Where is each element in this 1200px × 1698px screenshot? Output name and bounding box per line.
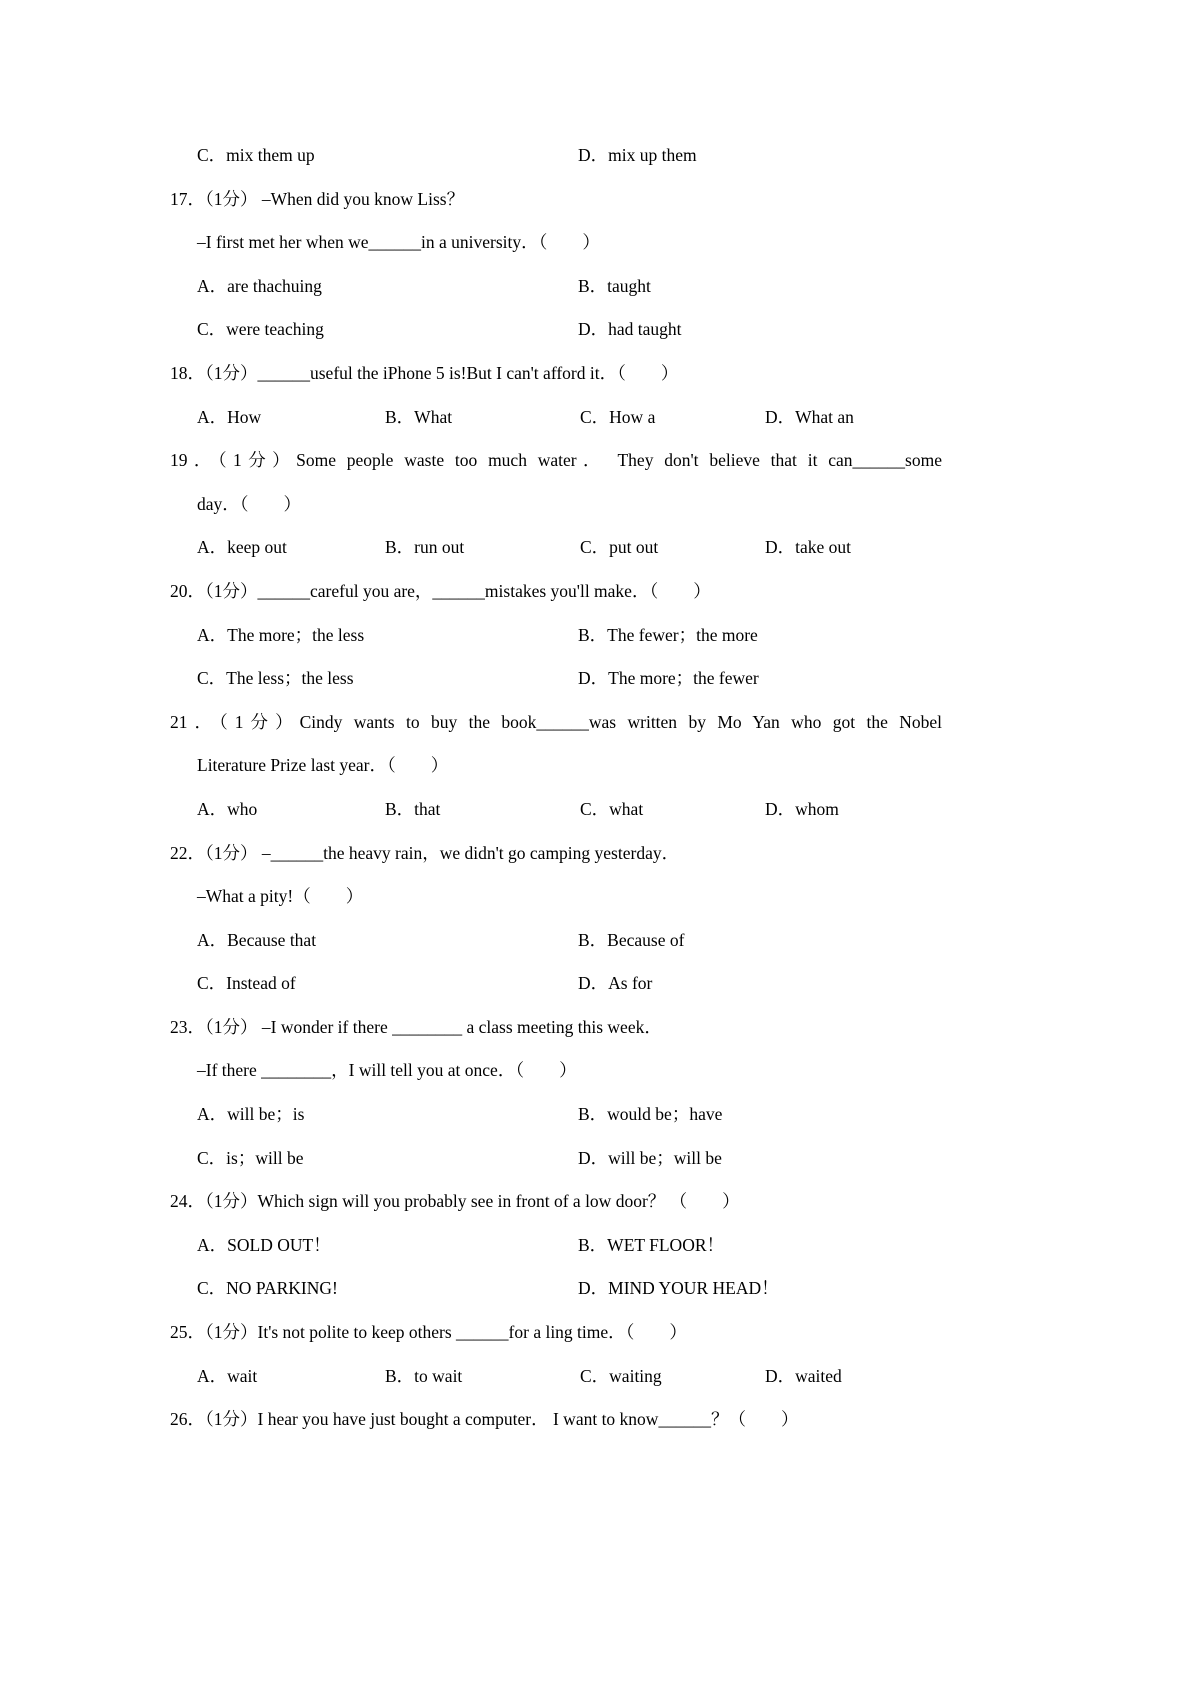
question-stem-continuation: –If there ________，I will tell you at once．（ ）	[197, 1060, 577, 1081]
question	[170, 352, 942, 439]
exam-question-list	[170, 134, 942, 1442]
answer-option: D．The more；the fewer	[578, 668, 759, 689]
answer-option: C．is；will be	[197, 1147, 304, 1168]
options-row	[170, 788, 942, 832]
answer-option: A．SOLD OUT！	[197, 1234, 331, 1255]
question-stem-continuation: day．（ ）	[197, 493, 302, 514]
options-row	[170, 526, 942, 570]
question-stem: 20．（1分）______careful you are，______mistakes you'll make．（ ）	[170, 580, 711, 601]
answer-option: B．The fewer；the more	[578, 624, 758, 645]
answer-option: D．mix up them	[578, 145, 697, 165]
question-stem: 22．（1分） –______the heavy rain，we didn't go camping yesterday．	[170, 842, 680, 863]
answer-option: D．will be；will be	[578, 1147, 722, 1168]
question-stem: 21．（1分）Cindy wants to buy the book______was written by Mo Yan who got the Nobel	[170, 711, 942, 732]
question	[170, 178, 942, 352]
options-row	[170, 1267, 942, 1311]
answer-option: D．take out	[765, 537, 852, 558]
options-row	[170, 1355, 942, 1399]
question-stem-continuation: Literature Prize last year．（ ）	[197, 755, 449, 776]
answer-option: C．were teaching	[197, 319, 324, 340]
answer-option: D．What an	[765, 406, 854, 427]
question-stem-continuation: –What a pity!（ ）	[197, 886, 364, 907]
answer-option: B．What	[385, 406, 453, 427]
options-row	[170, 1093, 942, 1137]
question	[170, 701, 942, 832]
answer-option: B．to wait	[385, 1365, 463, 1386]
answer-option: C．NO PARKING!	[197, 1278, 338, 1299]
question	[170, 570, 942, 701]
question-stem-continuation: –I first met her when we______in a university．（ ）	[197, 232, 600, 253]
answer-option: B．WET FLOOR！	[578, 1234, 724, 1255]
options-row	[170, 1224, 942, 1268]
question	[170, 832, 942, 1006]
answer-option: D．As for	[578, 973, 653, 994]
answer-option: A．keep out	[197, 537, 287, 558]
question-stem: 25．（1分）It's not polite to keep others ______for a ling time．（ ）	[170, 1322, 687, 1343]
question	[170, 1311, 942, 1398]
answer-option: A．are thachuing	[197, 275, 322, 296]
question-stem: 18．（1分）______useful the iPhone 5 is!But I can't afford it．（ ）	[170, 362, 679, 383]
answer-option: D．waited	[765, 1365, 842, 1386]
answer-option: D．whom	[765, 798, 839, 819]
question-stem: 26．（1分）I hear you have just bought a computer． I want to know______？（ ）	[170, 1409, 799, 1430]
answer-option: B．would be；have	[578, 1104, 723, 1125]
answer-option: A．The more；the less	[197, 624, 365, 645]
answer-option: C．put out	[580, 537, 659, 558]
answer-option: C．what	[580, 798, 644, 819]
answer-option: A．will be；is	[197, 1104, 305, 1125]
options-row	[170, 396, 942, 440]
question-stem: 17．（1分） –When did you know Liss？	[170, 188, 465, 209]
answer-option: A．who	[197, 798, 258, 819]
answer-option: C．The less；the less	[197, 668, 354, 689]
question	[170, 1398, 942, 1442]
options-row	[170, 614, 942, 658]
answer-option: B．run out	[385, 537, 465, 558]
answer-option: B．Because of	[578, 929, 685, 950]
answer-option: C．mix them up	[197, 145, 315, 165]
options-row	[170, 962, 942, 1006]
answer-option: D．MIND YOUR HEAD！	[578, 1278, 779, 1299]
options-row	[170, 265, 942, 309]
answer-option: C．waiting	[580, 1365, 662, 1386]
question	[170, 1180, 942, 1311]
options-row	[170, 919, 942, 963]
options-row	[170, 657, 942, 701]
exam-page	[170, 134, 942, 1442]
options-row	[170, 134, 942, 178]
answer-option: A．Because that	[197, 929, 317, 950]
question	[170, 1006, 942, 1180]
options-row	[170, 308, 942, 352]
answer-option: D．had taught	[578, 319, 682, 340]
answer-option: C．Instead of	[197, 973, 296, 994]
question-stem: 24．（1分）Which sign will you probably see in front of a low door？ （ ）	[170, 1191, 740, 1212]
answer-option: B．that	[385, 798, 441, 819]
answer-option: C．How a	[580, 406, 656, 427]
question-stem: 23．（1分） –I wonder if there ________ a class meeting this week．	[170, 1016, 662, 1037]
answer-option: A．wait	[197, 1365, 258, 1386]
question	[170, 439, 942, 570]
options-row	[170, 1137, 942, 1181]
answer-option: B．taught	[578, 275, 651, 296]
question-stem: 19．（1分）Some people waste too much water． They don't believe that it can______some	[170, 450, 942, 471]
answer-option: A．How	[197, 406, 262, 427]
question	[170, 134, 942, 178]
